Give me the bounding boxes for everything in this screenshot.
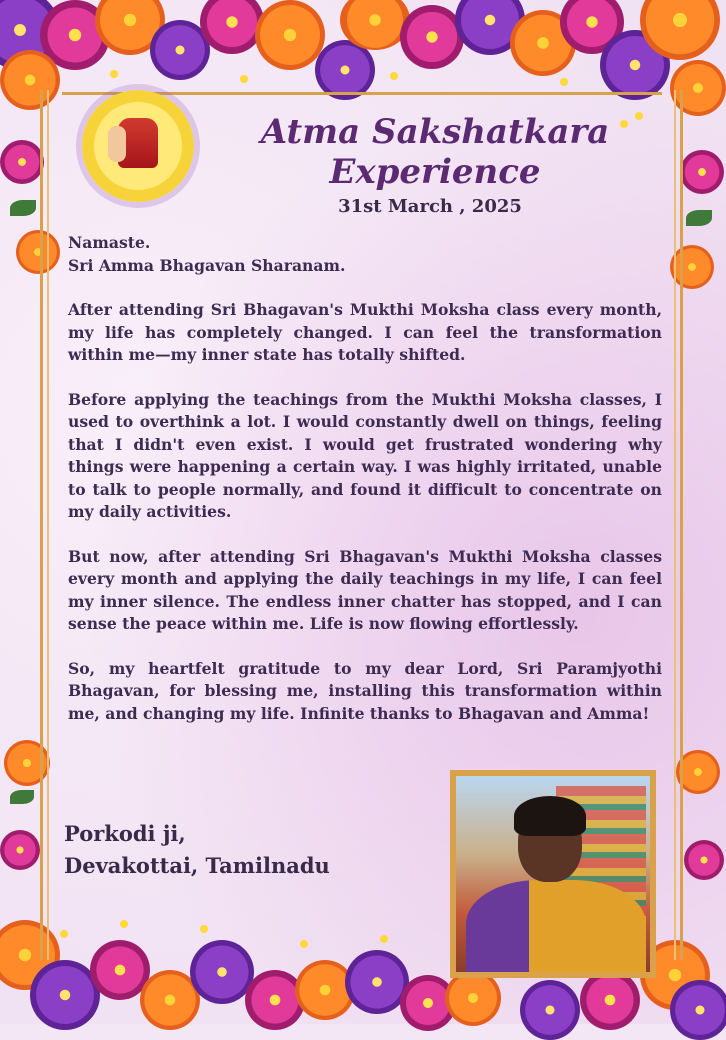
page-title [250, 112, 620, 192]
greeting [68, 232, 662, 277]
person-hair [514, 796, 586, 836]
paragraph-1: After attending Sri Bhagavan's Mukthi Moksha class every month, my life has completely changed. I can feel the transformation within me—my inner state has totally shifted. [68, 300, 662, 364]
flower-border-right [670, 110, 726, 960]
signature [64, 818, 330, 882]
paragraph-4: So, my heartfelt gratitude to my dear Lord, Sri Paramjyothi Bhagavan, for blessing me, installing this transformation within me, and changing my life. Infinite thanks to Bhagavan and Amma! [68, 658, 662, 723]
greeting-line-1: Namaste. [68, 233, 151, 252]
letter-body [68, 232, 662, 747]
portrait-image [456, 776, 650, 972]
greeting-line-2: Sri Amma Bhagavan Sharanam. [68, 255, 346, 275]
portrait-photo [450, 770, 656, 978]
signature-place: Devakottai, Tamilnadu [64, 853, 330, 878]
paragraph-2: Before applying the teachings from the Mukthi Moksha classes, I used to overthink a lot. I would constantly dwell on things, feeling that I didn't even exist. I would get frustrated wondering why things were happening a certain way. I was highly irritated, unable to talk to people normally, and found it difficult to concentrate on my daily activities. [68, 389, 662, 521]
frame-right-inner [674, 90, 676, 960]
deity-image [118, 118, 158, 168]
title-line-1: Atma Sakshatkara [260, 112, 610, 152]
frame-right-outer [680, 90, 683, 960]
frame-left-inner [47, 90, 49, 960]
deity-medallion [82, 90, 194, 202]
title-line-2: Experience [329, 152, 541, 192]
signature-name: Porkodi ji, [64, 821, 186, 846]
frame-left-outer [40, 90, 43, 960]
paragraph-3: But now, after attending Sri Bhagavan's Mukthi Moksha classes every month and applying the daily teachings in my life, I can feel my inner silence. The endless inner chatter has stopped, and I can sense the peace within me. Life is now flowing effortlessly. [68, 546, 662, 633]
person-body [466, 880, 646, 972]
date-label: 31st March , 2025 [338, 196, 522, 217]
flower-border-left [0, 110, 60, 960]
